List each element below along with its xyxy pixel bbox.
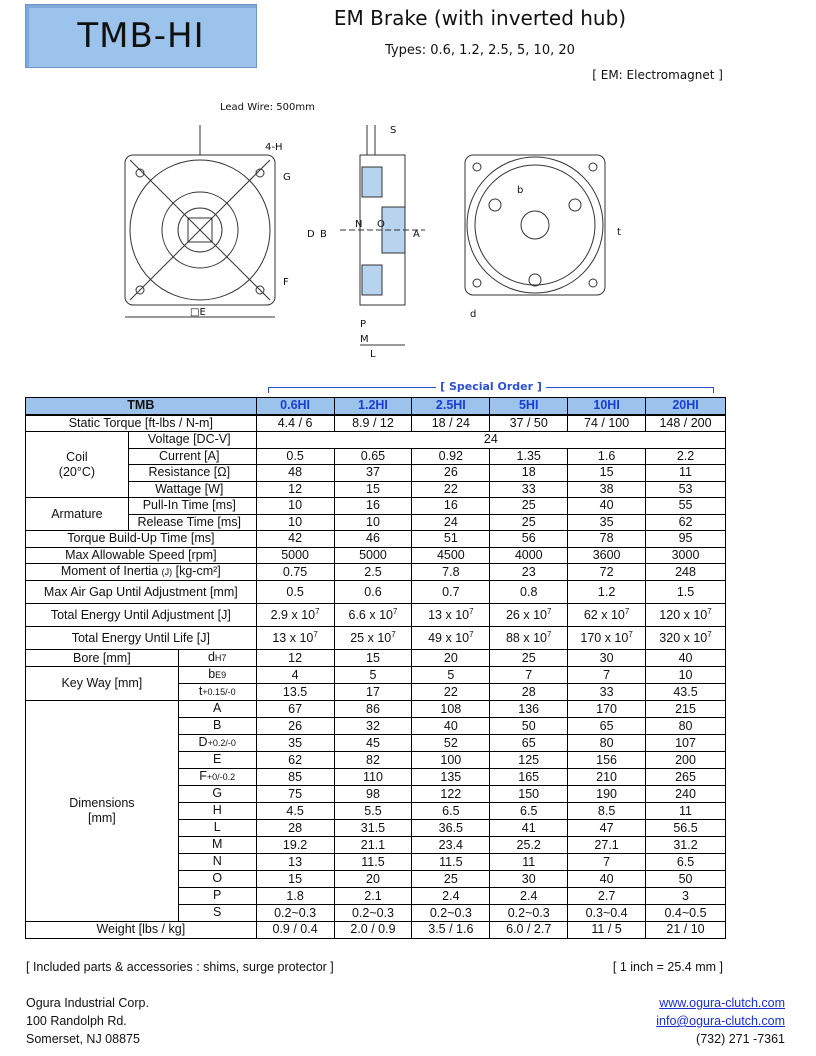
cell: 25 x $10^7$ <box>334 627 412 650</box>
cell: 135 <box>412 769 490 786</box>
label-b-dim: B <box>320 229 327 240</box>
cell: 37 <box>334 465 412 482</box>
cell: 24 <box>412 514 490 531</box>
cell: 13 x $10^7$ <box>412 604 490 627</box>
cell: 40 <box>412 718 490 735</box>
dimensions-group-label <box>26 701 179 922</box>
row-label: Release Time [ms] <box>128 514 256 531</box>
special-order-label: [ Special Order ] <box>436 380 546 393</box>
cell: 0.9 / 0.4 <box>256 922 334 939</box>
cell: 320 x $10^7$ <box>646 627 726 650</box>
cell: 26 <box>412 465 490 482</box>
row-label: Current [A] <box>128 448 256 465</box>
cell: 88 x $10^7$ <box>490 627 568 650</box>
cell: 56 <box>490 531 568 548</box>
cell: 1.6 <box>568 448 646 465</box>
cell: 1.35 <box>490 448 568 465</box>
label-m: M <box>360 334 369 345</box>
cell: 265 <box>646 769 726 786</box>
cell: 2.9 x $10^7$ <box>256 604 334 627</box>
table-row <box>26 667 726 684</box>
cell: 11.5 <box>412 854 490 871</box>
website-link[interactable]: www.ogura-clutch.com <box>659 996 785 1010</box>
cell: 4.4 / 6 <box>256 415 334 432</box>
row-label: Pull-In Time [ms] <box>128 498 256 515</box>
cell: 24 <box>256 432 725 449</box>
cell: 8.9 / 12 <box>334 415 412 432</box>
row-label: Key Way [mm] <box>26 667 179 701</box>
cell: 53 <box>646 481 726 498</box>
cell: 0.75 <box>256 564 334 581</box>
cell: 7 <box>568 667 646 684</box>
cell: 49 x $10^7$ <box>412 627 490 650</box>
cell: 15 <box>334 650 412 667</box>
dimensions-body <box>26 701 726 922</box>
cell: 50 <box>490 718 568 735</box>
cell: 25 <box>490 514 568 531</box>
cell: 11 <box>646 803 726 820</box>
cell: 8.5 <box>568 803 646 820</box>
table-row <box>26 465 726 482</box>
cell: 20 <box>412 650 490 667</box>
cell: 170 x $10^7$ <box>568 627 646 650</box>
cell: 6.5 <box>490 803 568 820</box>
model-badge <box>25 4 257 68</box>
cell: 1.5 <box>646 581 726 604</box>
dimension-key: E <box>178 752 256 769</box>
cell: 0.2~0.3 <box>334 905 412 922</box>
cell: 82 <box>334 752 412 769</box>
cell: 17 <box>334 684 412 701</box>
cell: 1.2 <box>568 581 646 604</box>
table-row <box>26 547 726 564</box>
cell: 33 <box>568 684 646 701</box>
cell: 3600 <box>568 547 646 564</box>
cell: 0.2~0.3 <box>490 905 568 922</box>
label-l: L <box>370 349 376 360</box>
cell: 37 / 50 <box>490 415 568 432</box>
table-row <box>26 432 726 449</box>
cell: 45 <box>334 735 412 752</box>
header-model: 0.6HI <box>256 398 334 415</box>
cell: 62 <box>646 514 726 531</box>
cell: 35 <box>256 735 334 752</box>
lead-wire-label: Lead Wire: 500mm <box>220 102 315 113</box>
cell: 200 <box>646 752 726 769</box>
cell: 120 x $10^7$ <box>646 604 726 627</box>
company-contact <box>656 994 785 1048</box>
cell: 3000 <box>646 547 726 564</box>
cell: 42 <box>256 531 334 548</box>
dimensions-label: Dimensions <box>69 796 135 810</box>
cell: 31.5 <box>334 820 412 837</box>
em-note: [ EM: Electromagnet ] <box>592 68 723 82</box>
cell: 4500 <box>412 547 490 564</box>
coil-temp-label: (20°C) <box>58 464 96 479</box>
cell: 5000 <box>256 547 334 564</box>
dimension-key: F+0/-0.2 <box>178 769 256 786</box>
cell: 11 <box>646 465 726 482</box>
cell: 67 <box>256 701 334 718</box>
cell: 0.65 <box>334 448 412 465</box>
table-row <box>26 481 726 498</box>
cell: 0.5 <box>256 448 334 465</box>
row-label: Resistance [Ω] <box>128 465 256 482</box>
cell: 26 x $10^7$ <box>490 604 568 627</box>
cell: 15 <box>334 481 412 498</box>
row-label: Max Air Gap Until Adjustment [mm] <box>26 581 257 604</box>
dimensions-unit-label: [mm] <box>87 811 116 825</box>
cell: 7 <box>490 667 568 684</box>
label-n: N <box>355 219 363 230</box>
page-title: EM Brake (with inverted hub) <box>333 6 627 30</box>
dimension-key: M <box>178 837 256 854</box>
cell: 30 <box>490 871 568 888</box>
cell: 10 <box>256 514 334 531</box>
inertia-unit: [kg-cm²] <box>175 564 221 578</box>
cell: 13 x $10^7$ <box>256 627 334 650</box>
table-row <box>26 627 726 650</box>
label-t: t <box>617 227 621 238</box>
cell: 1.8 <box>256 888 334 905</box>
cell: 4.5 <box>256 803 334 820</box>
row-label: Torque Build-Up Time [ms] <box>26 531 257 548</box>
cell: 40 <box>568 871 646 888</box>
cell: 0.7 <box>412 581 490 604</box>
cell: 38 <box>568 481 646 498</box>
cell: 215 <box>646 701 726 718</box>
city-state-zip: Somerset, NJ 08875 <box>26 1032 140 1046</box>
cell: 80 <box>568 735 646 752</box>
cell: 35 <box>568 514 646 531</box>
header-model: 20HI <box>646 398 726 415</box>
dimension-key: N <box>178 854 256 871</box>
special-order-bracket <box>268 381 714 393</box>
table-row <box>26 564 726 581</box>
dimension-key: D+0.2/-0 <box>178 735 256 752</box>
cell: 19.2 <box>256 837 334 854</box>
cell: 0.8 <box>490 581 568 604</box>
back-view <box>465 155 605 295</box>
row-label: Weight [lbs / kg] <box>26 922 257 939</box>
spec-table <box>25 397 726 939</box>
cell: 18 / 24 <box>412 415 490 432</box>
dimension-key: O <box>178 871 256 888</box>
cell: 46 <box>334 531 412 548</box>
inertia-symbol: (J) <box>161 567 173 577</box>
label-g: G <box>283 172 291 183</box>
cell: 248 <box>646 564 726 581</box>
cell: 16 <box>334 498 412 515</box>
coil-group-label <box>26 432 129 498</box>
label-e: □E <box>190 307 206 318</box>
header-model: 1.2HI <box>334 398 412 415</box>
email-link[interactable]: info@ogura-clutch.com <box>656 1014 785 1028</box>
label-h: 4-H <box>265 142 283 153</box>
cell: 23.4 <box>412 837 490 854</box>
cell: 0.3~0.4 <box>568 905 646 922</box>
dimension-key: B <box>178 718 256 735</box>
cell: 40 <box>646 650 726 667</box>
phone-number: (732) 271 -7361 <box>696 1032 785 1046</box>
cell: 107 <box>646 735 726 752</box>
label-f: F <box>283 277 289 288</box>
dimension-key: P <box>178 888 256 905</box>
cell: 2.4 <box>490 888 568 905</box>
table-row <box>26 922 726 939</box>
cell: 51 <box>412 531 490 548</box>
cell: 2.5 <box>334 564 412 581</box>
cell: 10 <box>256 498 334 515</box>
inch-conversion-note: [ 1 inch = 25.4 mm ] <box>612 960 723 974</box>
table-header-row <box>26 398 726 415</box>
row-label: Total Energy Until Adjustment [J] <box>26 604 257 627</box>
cell: 36.5 <box>412 820 490 837</box>
cell: 31.2 <box>646 837 726 854</box>
cell: 65 <box>568 718 646 735</box>
cell: 85 <box>256 769 334 786</box>
cell: 43.5 <box>646 684 726 701</box>
table-row <box>26 448 726 465</box>
cell: 2.1 <box>334 888 412 905</box>
label-s: S <box>390 125 397 136</box>
cell: 20 <box>334 871 412 888</box>
cell: 98 <box>334 786 412 803</box>
cell: 56.5 <box>646 820 726 837</box>
cell: 25 <box>490 498 568 515</box>
cell: 3.5 / 1.6 <box>412 922 490 939</box>
dimension-key: L <box>178 820 256 837</box>
table-row <box>26 701 726 718</box>
dimension-key: S <box>178 905 256 922</box>
company-name: Ogura Industrial Corp. <box>26 996 149 1010</box>
header-model: 5HI <box>490 398 568 415</box>
cell: 15 <box>568 465 646 482</box>
cell: 125 <box>490 752 568 769</box>
cell: 22 <box>412 684 490 701</box>
cell: 0.4~0.5 <box>646 905 726 922</box>
cell: 86 <box>334 701 412 718</box>
cell: 78 <box>568 531 646 548</box>
cell: 52 <box>412 735 490 752</box>
cell: 21.1 <box>334 837 412 854</box>
armature-group-label: Armature <box>26 498 129 531</box>
cell: 12 <box>256 481 334 498</box>
cell: 2.7 <box>568 888 646 905</box>
cell: 6.5 <box>412 803 490 820</box>
label-p: P <box>360 319 367 330</box>
cell: 190 <box>568 786 646 803</box>
cell: 55 <box>646 498 726 515</box>
cell: 2.4 <box>412 888 490 905</box>
cell: 7.8 <box>412 564 490 581</box>
cell: 65 <box>490 735 568 752</box>
table-row <box>26 415 726 432</box>
cell: 62 x $10^7$ <box>568 604 646 627</box>
cell: 5 <box>334 667 412 684</box>
types-subtitle: Types: 0.6, 1.2, 2.5, 5, 10, 20 <box>385 43 575 58</box>
technical-drawing <box>105 95 625 365</box>
street-address: 100 Randolph Rd. <box>26 1014 127 1028</box>
cell: 110 <box>334 769 412 786</box>
cell: 108 <box>412 701 490 718</box>
cell: 6.0 / 2.7 <box>490 922 568 939</box>
row-label: Static Torque [ft-lbs / N-m] <box>26 415 257 432</box>
cell: 40 <box>568 498 646 515</box>
cell: 0.6 <box>334 581 412 604</box>
cell: 48 <box>256 465 334 482</box>
cell: 0.2~0.3 <box>256 905 334 922</box>
cell: 5.5 <box>334 803 412 820</box>
cell: 26 <box>256 718 334 735</box>
cell: 95 <box>646 531 726 548</box>
table-row <box>26 514 726 531</box>
inertia-label: Moment of Inertia <box>60 564 159 578</box>
cell: 33 <box>490 481 568 498</box>
cell: 28 <box>490 684 568 701</box>
cell: 23 <box>490 564 568 581</box>
cell: 122 <box>412 786 490 803</box>
cell: 28 <box>256 820 334 837</box>
cell: 25.2 <box>490 837 568 854</box>
row-label: Bore [mm] <box>26 650 179 667</box>
cell: 18 <box>490 465 568 482</box>
cell: 100 <box>412 752 490 769</box>
cell: 16 <box>412 498 490 515</box>
model-name: TMB-HI <box>77 16 205 56</box>
cell: 74 / 100 <box>568 415 646 432</box>
coil-label: Coil <box>66 449 88 464</box>
cell: 62 <box>256 752 334 769</box>
cell: 30 <box>568 650 646 667</box>
cell: 22 <box>412 481 490 498</box>
cell: 3 <box>646 888 726 905</box>
label-d-dim: D <box>307 229 315 240</box>
cell: 136 <box>490 701 568 718</box>
cell: 240 <box>646 786 726 803</box>
cell: 7 <box>568 854 646 871</box>
cell: 13 <box>256 854 334 871</box>
cell: 41 <box>490 820 568 837</box>
row-label <box>26 564 257 581</box>
table-row <box>26 498 726 515</box>
row-label: Voltage [DC-V] <box>128 432 256 449</box>
cell: 0.5 <box>256 581 334 604</box>
cell: 13.5 <box>256 684 334 701</box>
cell: 0.2~0.3 <box>412 905 490 922</box>
row-label: Wattage [W] <box>128 481 256 498</box>
cell: 210 <box>568 769 646 786</box>
header-model: 2.5HI <box>412 398 490 415</box>
dimension-key: H <box>178 803 256 820</box>
cell: 5 <box>412 667 490 684</box>
row-label: Total Energy Until Life [J] <box>26 627 257 650</box>
sub-label: bE9 <box>178 667 256 684</box>
cell: 21 / 10 <box>646 922 726 939</box>
dimension-key: G <box>178 786 256 803</box>
cell: 2.0 / 0.9 <box>334 922 412 939</box>
table-row <box>26 581 726 604</box>
included-parts-note: [ Included parts & accessories : shims, surge protector ] <box>26 960 334 974</box>
cell: 72 <box>568 564 646 581</box>
cell: 32 <box>334 718 412 735</box>
cell: 6.6 x $10^7$ <box>334 604 412 627</box>
company-address <box>26 994 149 1048</box>
cell: 156 <box>568 752 646 769</box>
sub-label: dH7 <box>178 650 256 667</box>
front-view <box>125 125 275 317</box>
cell: 75 <box>256 786 334 803</box>
cell: 80 <box>646 718 726 735</box>
cell: 12 <box>256 650 334 667</box>
cell: 15 <box>256 871 334 888</box>
cell: 10 <box>334 514 412 531</box>
table-row <box>26 531 726 548</box>
table-row <box>26 650 726 667</box>
cell: 11 <box>490 854 568 871</box>
cell: 11.5 <box>334 854 412 871</box>
cell: 4 <box>256 667 334 684</box>
table-row <box>26 604 726 627</box>
cell: 170 <box>568 701 646 718</box>
cell: 11 / 5 <box>568 922 646 939</box>
label-d-small: d <box>470 309 477 320</box>
sub-label: t+0.15/-0 <box>178 684 256 701</box>
label-o: O <box>377 219 385 230</box>
header-tmb: TMB <box>26 398 257 415</box>
cell: 27.1 <box>568 837 646 854</box>
cell: 0.92 <box>412 448 490 465</box>
cell: 47 <box>568 820 646 837</box>
cell: 5000 <box>334 547 412 564</box>
label-b-small: b <box>517 185 524 196</box>
header-model: 10HI <box>568 398 646 415</box>
cell: 165 <box>490 769 568 786</box>
row-label: Max Allowable Speed [rpm] <box>26 547 257 564</box>
cell: 6.5 <box>646 854 726 871</box>
cell: 4000 <box>490 547 568 564</box>
cell: 150 <box>490 786 568 803</box>
label-a: A <box>413 229 420 240</box>
cell: 10 <box>646 667 726 684</box>
dimension-key: A <box>178 701 256 718</box>
cell: 25 <box>490 650 568 667</box>
cell: 148 / 200 <box>646 415 726 432</box>
cell: 2.2 <box>646 448 726 465</box>
cell: 25 <box>412 871 490 888</box>
cell: 50 <box>646 871 726 888</box>
